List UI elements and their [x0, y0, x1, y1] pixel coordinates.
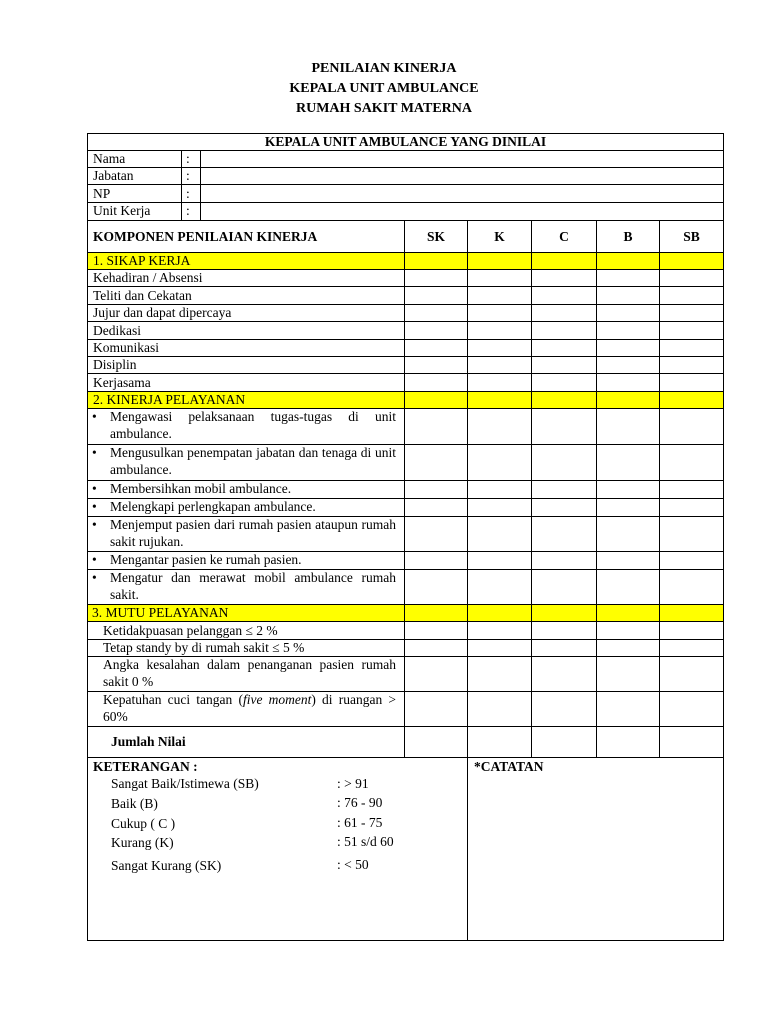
notes-title: *CATATAN — [474, 759, 544, 774]
legend-title: KETERANGAN : — [93, 759, 198, 774]
column-header-sb: SB — [683, 229, 700, 244]
bullet-icon: • — [92, 517, 97, 532]
bullet-icon: • — [92, 445, 97, 460]
legend-label: Baik (B) — [111, 796, 158, 811]
bullet-icon: • — [92, 570, 97, 585]
field-separator: : — [186, 186, 190, 201]
criterion-bullet-item: • Melengkapi perlengkapan ambulance. — [92, 499, 316, 514]
criterion-bullet-item: • Mengusulkan penempatan jabatan dan tenaga di unit ambulance. — [92, 445, 396, 477]
legend-range: : < 50 — [337, 857, 369, 872]
column-header-c: C — [559, 229, 569, 244]
criterion-row-label: Tetap standy by di rumah sakit ≤ 5 % — [103, 640, 305, 655]
section-title-mutu-pelayanan: 3. MUTU PELAYANAN — [92, 605, 229, 620]
section-title-sikap-kerja: 1. SIKAP KERJA — [93, 253, 191, 268]
criterion-bullet-item: • Mengatur dan merawat mobil ambulance rumah sakit. — [92, 570, 396, 602]
criterion-row-label: Angka kesalahan dalam penanganan pasien rumah sakit 0 % — [103, 657, 396, 689]
criterion-bullet-item: • Membersihkan mobil ambulance. — [92, 481, 292, 496]
legend-range: : 76 - 90 — [337, 795, 383, 810]
criterion-bullet-item: • Menjemput pasien dari rumah pasien ataupun rumah sakit rujukan. — [92, 517, 396, 549]
section-title-kinerja-pelayanan: 2. KINERJA PELAYANAN — [93, 392, 246, 407]
total-score-label: Jumlah Nilai — [111, 734, 186, 749]
identity-section-title: KEPALA UNIT AMBULANCE YANG DINILAI — [264, 134, 547, 149]
criterion-row-label: Jujur dan dapat dipercaya — [93, 305, 232, 320]
legend-label: Sangat Baik/Istimewa (SB) — [111, 776, 259, 791]
bullet-icon: • — [92, 409, 97, 424]
form-title-line-3: RUMAH SAKIT MATERNA — [295, 101, 473, 116]
field-separator: : — [186, 168, 190, 183]
field-label-np: NP — [93, 186, 111, 201]
field-label-unit-kerja: Unit Kerja — [93, 203, 151, 218]
legend-label: Cukup ( C ) — [111, 816, 176, 831]
criterion-row-label: Dedikasi — [93, 323, 141, 338]
criterion-row-label: Ketidakpuasan pelanggan ≤ 2 % — [103, 623, 278, 638]
field-separator: : — [186, 151, 190, 166]
field-label-jabatan: Jabatan — [93, 168, 134, 183]
form-title-line-1: PENILAIAN KINERJA — [311, 61, 457, 76]
column-header-k: K — [494, 229, 505, 244]
legend-range: : 61 - 75 — [337, 815, 383, 830]
field-label-nama: Nama — [93, 151, 126, 166]
form-title-line-2: KEPALA UNIT AMBULANCE — [289, 81, 479, 96]
criterion-row-label: Teliti dan Cekatan — [93, 288, 192, 303]
criterion-row-label: Komunikasi — [93, 340, 159, 355]
criterion-bullet-item: • Mengantar pasien ke rumah pasien. — [92, 552, 302, 567]
notes-area[interactable] — [468, 776, 723, 940]
component-column-header: KOMPONEN PENILAIAN KINERJA — [93, 229, 318, 244]
legend-range: : 51 s/d 60 — [337, 834, 394, 849]
criterion-row-label: Kepatuhan cuci tangan (five moment) di ruangan > 60% — [103, 692, 396, 724]
column-header-sk: SK — [426, 229, 445, 244]
column-header-b: B — [623, 229, 633, 244]
field-separator: : — [186, 203, 190, 218]
legend-label: Sangat Kurang (SK) — [111, 858, 222, 873]
legend-label: Kurang (K) — [111, 835, 174, 850]
criterion-bullet-item: • Mengawasi pelaksanaan tugas-tugas di unit ambulance. — [92, 409, 396, 441]
criterion-row-label: Kerjasama — [93, 375, 151, 390]
criterion-row-label: Disiplin — [93, 357, 137, 372]
bullet-icon: • — [92, 499, 97, 514]
criterion-row-label: Kehadiran / Absensi — [93, 270, 203, 285]
bullet-icon: • — [92, 552, 97, 567]
legend-range: : > 91 — [337, 776, 369, 791]
bullet-icon: • — [92, 481, 97, 496]
